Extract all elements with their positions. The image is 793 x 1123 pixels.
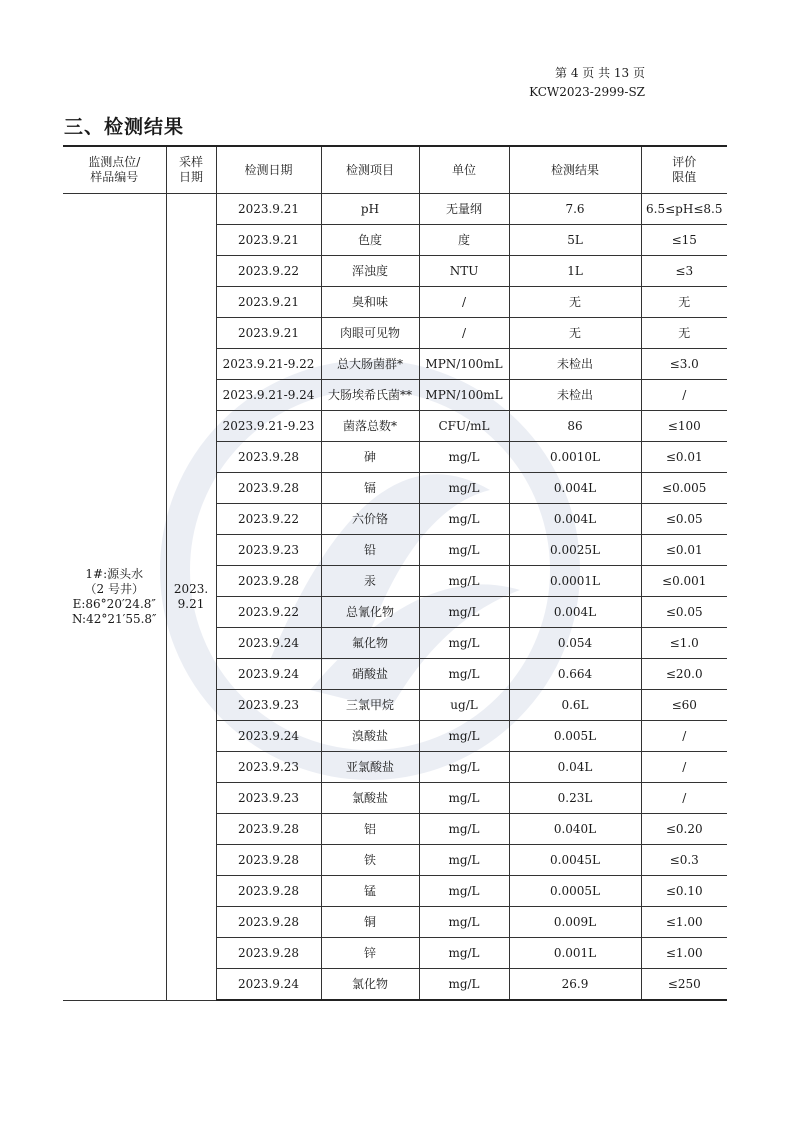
test-date-cell: 2023.9.22 [216, 597, 321, 628]
limit-cell: ≤1.00 [641, 938, 727, 969]
result-cell: 0.005L [509, 721, 641, 752]
test-item-cell: 氯化物 [321, 969, 419, 1001]
section-title: 三、检测结果 [64, 116, 185, 138]
unit-cell: mg/L [419, 659, 509, 690]
limit-cell: ≤1.0 [641, 628, 727, 659]
limit-cell: ≤0.01 [641, 442, 727, 473]
limit-cell: / [641, 783, 727, 814]
test-date-cell: 2023.9.22 [216, 504, 321, 535]
test-item-cell: 铝 [321, 814, 419, 845]
test-item-cell: 铅 [321, 535, 419, 566]
test-date-cell: 2023.9.21-9.24 [216, 380, 321, 411]
result-cell: 0.0025L [509, 535, 641, 566]
test-item-cell: 硝酸盐 [321, 659, 419, 690]
unit-cell: / [419, 318, 509, 349]
header-test-item: 检测项目 [321, 146, 419, 194]
unit-cell: mg/L [419, 721, 509, 752]
result-cell: 0.054 [509, 628, 641, 659]
limit-cell: / [641, 380, 727, 411]
unit-cell: mg/L [419, 814, 509, 845]
test-item-cell: 色度 [321, 225, 419, 256]
limit-cell: ≤3.0 [641, 349, 727, 380]
limit-cell: ≤100 [641, 411, 727, 442]
page-info [529, 64, 645, 102]
limit-cell: ≤0.001 [641, 566, 727, 597]
test-item-cell: 氟化物 [321, 628, 419, 659]
test-date-cell: 2023.9.28 [216, 473, 321, 504]
test-date-cell: 2023.9.28 [216, 938, 321, 969]
unit-cell: mg/L [419, 628, 509, 659]
result-cell: 26.9 [509, 969, 641, 1001]
result-cell: 0.0005L [509, 876, 641, 907]
test-item-cell: 铁 [321, 845, 419, 876]
sample-point-line: 1#:源头水 [85, 566, 144, 581]
report-number: KCW2023-2999-SZ [529, 85, 645, 99]
limit-cell: ≤0.20 [641, 814, 727, 845]
test-date-cell: 2023.9.23 [216, 783, 321, 814]
limit-cell: ≤0.01 [641, 535, 727, 566]
test-date-cell: 2023.9.28 [216, 566, 321, 597]
test-item-cell: 锰 [321, 876, 419, 907]
result-cell: 0.004L [509, 504, 641, 535]
test-date-cell: 2023.9.24 [216, 628, 321, 659]
unit-cell: mg/L [419, 938, 509, 969]
test-item-cell: 氯酸盐 [321, 783, 419, 814]
unit-cell: mg/L [419, 752, 509, 783]
test-date-cell: 2023.9.23 [216, 752, 321, 783]
page-number: 第 4 页 共 13 页 [555, 66, 645, 80]
header-result: 检测结果 [509, 146, 641, 194]
limit-cell: ≤250 [641, 969, 727, 1001]
sample-date-line: 9.21 [177, 596, 205, 611]
table-header-row [63, 146, 727, 194]
test-item-cell: 汞 [321, 566, 419, 597]
header-unit: 单位 [419, 146, 509, 194]
test-date-cell: 2023.9.21-9.23 [216, 411, 321, 442]
test-item-cell: 六价铬 [321, 504, 419, 535]
test-date-cell: 2023.9.28 [216, 876, 321, 907]
sample-point-line: N:42°21′55.8″ [71, 611, 157, 626]
result-cell: 0.0010L [509, 442, 641, 473]
unit-cell: MPN/100mL [419, 380, 509, 411]
header-sample-date: 采样 日期 [166, 146, 216, 194]
limit-cell: ≤3 [641, 256, 727, 287]
sample-point-cell [63, 194, 166, 1001]
sample-date-line: 2023. [173, 581, 209, 596]
unit-cell: mg/L [419, 597, 509, 628]
sample-point-line: （2 号井） [84, 581, 144, 596]
result-cell: 0.004L [509, 597, 641, 628]
test-item-cell: 锌 [321, 938, 419, 969]
limit-cell: ≤0.05 [641, 504, 727, 535]
result-cell: 86 [509, 411, 641, 442]
unit-cell: 无量纲 [419, 194, 509, 225]
limit-cell: ≤1.00 [641, 907, 727, 938]
unit-cell: mg/L [419, 876, 509, 907]
unit-cell: mg/L [419, 442, 509, 473]
test-date-cell: 2023.9.28 [216, 907, 321, 938]
test-item-cell: 大肠埃希氏菌** [321, 380, 419, 411]
limit-cell: ≤15 [641, 225, 727, 256]
unit-cell: NTU [419, 256, 509, 287]
results-table [63, 145, 727, 1001]
test-item-cell: 铜 [321, 907, 419, 938]
result-cell: 0.0045L [509, 845, 641, 876]
test-date-cell: 2023.9.24 [216, 659, 321, 690]
unit-cell: CFU/mL [419, 411, 509, 442]
test-item-cell: 总大肠菌群* [321, 349, 419, 380]
test-date-cell: 2023.9.28 [216, 442, 321, 473]
test-item-cell: pH [321, 194, 419, 225]
sample-date-cell [166, 194, 216, 1001]
limit-cell: ≤0.10 [641, 876, 727, 907]
test-item-cell: 镉 [321, 473, 419, 504]
table-row [63, 194, 727, 225]
test-date-cell: 2023.9.21 [216, 194, 321, 225]
result-cell: 未检出 [509, 380, 641, 411]
result-cell: 0.004L [509, 473, 641, 504]
test-date-cell: 2023.9.21 [216, 287, 321, 318]
limit-cell: ≤0.005 [641, 473, 727, 504]
test-item-cell: 砷 [321, 442, 419, 473]
limit-cell: ≤0.3 [641, 845, 727, 876]
unit-cell: MPN/100mL [419, 349, 509, 380]
unit-cell: mg/L [419, 473, 509, 504]
result-cell: 无 [509, 318, 641, 349]
unit-cell: mg/L [419, 907, 509, 938]
result-cell: 0.009L [509, 907, 641, 938]
sample-point-line: E:86°20′24.8″ [72, 596, 156, 611]
unit-cell: mg/L [419, 845, 509, 876]
result-cell: 0.04L [509, 752, 641, 783]
limit-cell: ≤0.05 [641, 597, 727, 628]
test-item-cell: 菌落总数* [321, 411, 419, 442]
test-item-cell: 肉眼可见物 [321, 318, 419, 349]
test-item-cell: 臭和味 [321, 287, 419, 318]
test-date-cell: 2023.9.21 [216, 318, 321, 349]
unit-cell: mg/L [419, 535, 509, 566]
test-item-cell: 三氯甲烷 [321, 690, 419, 721]
result-cell: 0.001L [509, 938, 641, 969]
test-item-cell: 浑浊度 [321, 256, 419, 287]
limit-cell: 无 [641, 287, 727, 318]
limit-cell: ≤60 [641, 690, 727, 721]
result-cell: 0.040L [509, 814, 641, 845]
limit-cell: / [641, 752, 727, 783]
unit-cell: 度 [419, 225, 509, 256]
result-cell: 无 [509, 287, 641, 318]
unit-cell: mg/L [419, 566, 509, 597]
limit-cell: ≤20.0 [641, 659, 727, 690]
unit-cell: mg/L [419, 504, 509, 535]
test-date-cell: 2023.9.28 [216, 814, 321, 845]
test-item-cell: 亚氯酸盐 [321, 752, 419, 783]
header-sample-point: 监测点位/ 样品编号 [63, 146, 166, 194]
unit-cell: / [419, 287, 509, 318]
test-date-cell: 2023.9.23 [216, 535, 321, 566]
unit-cell: mg/L [419, 969, 509, 1001]
results-body [63, 194, 727, 1001]
result-cell: 0.23L [509, 783, 641, 814]
test-item-cell: 溴酸盐 [321, 721, 419, 752]
limit-cell: / [641, 721, 727, 752]
result-cell: 1L [509, 256, 641, 287]
result-cell: 7.6 [509, 194, 641, 225]
test-item-cell: 总氰化物 [321, 597, 419, 628]
unit-cell: mg/L [419, 783, 509, 814]
test-date-cell: 2023.9.24 [216, 721, 321, 752]
test-date-cell: 2023.9.22 [216, 256, 321, 287]
result-cell: 5L [509, 225, 641, 256]
result-cell: 0.6L [509, 690, 641, 721]
header-limit: 评价 限值 [641, 146, 727, 194]
test-date-cell: 2023.9.21-9.22 [216, 349, 321, 380]
unit-cell: ug/L [419, 690, 509, 721]
result-cell: 未检出 [509, 349, 641, 380]
result-cell: 0.0001L [509, 566, 641, 597]
test-date-cell: 2023.9.23 [216, 690, 321, 721]
limit-cell: 无 [641, 318, 727, 349]
test-date-cell: 2023.9.28 [216, 845, 321, 876]
result-cell: 0.664 [509, 659, 641, 690]
test-date-cell: 2023.9.21 [216, 225, 321, 256]
limit-cell: 6.5≤pH≤8.5 [641, 194, 727, 225]
test-date-cell: 2023.9.24 [216, 969, 321, 1001]
header-test-date: 检测日期 [216, 146, 321, 194]
